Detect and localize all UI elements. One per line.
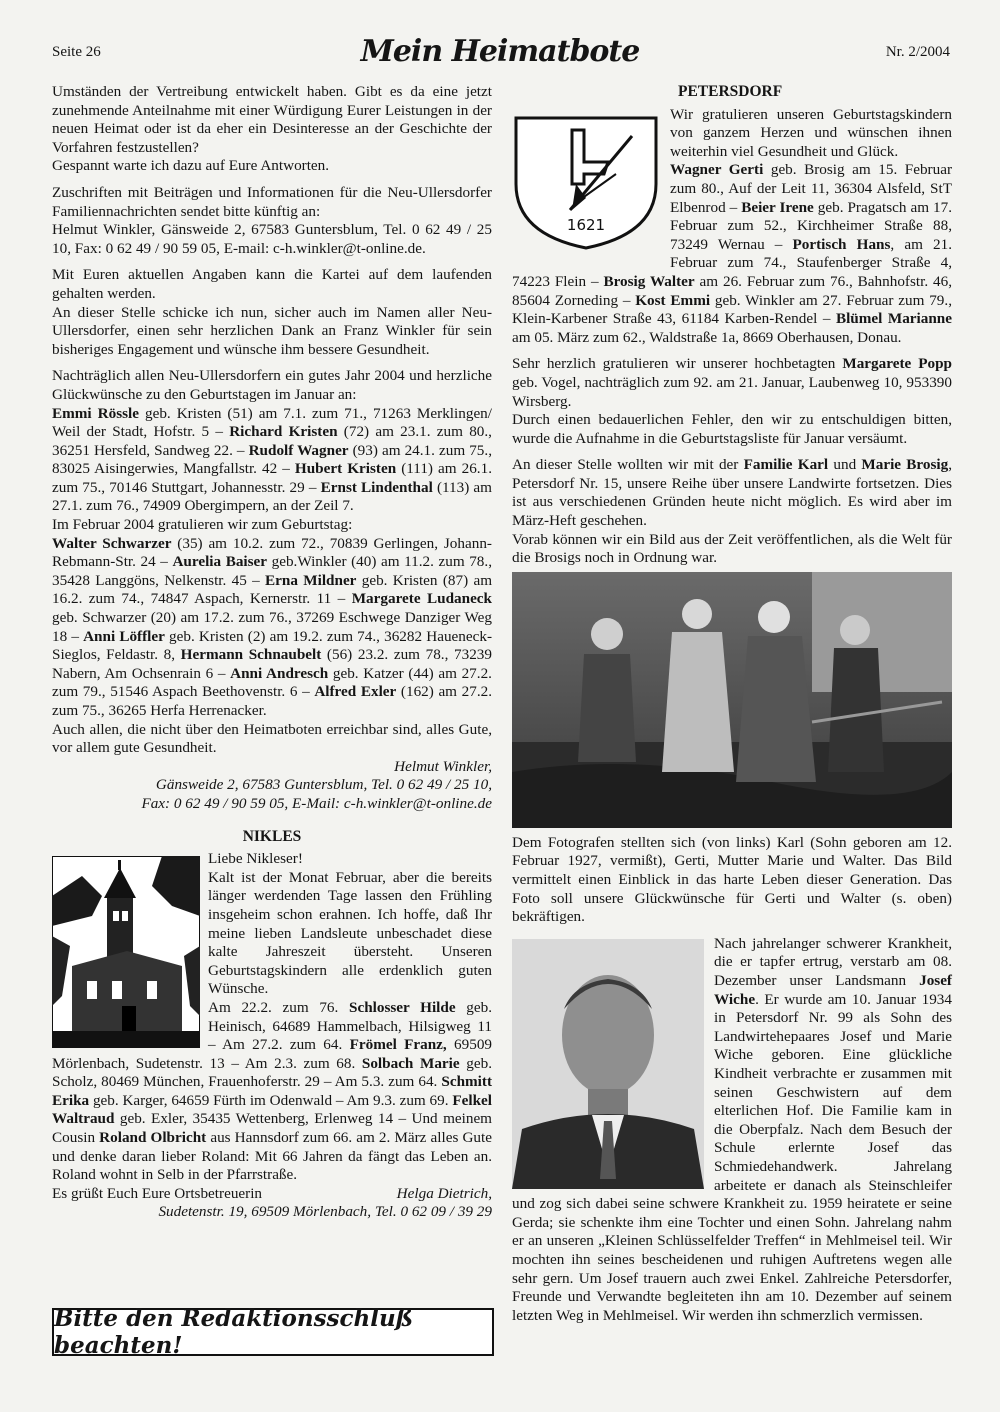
signature-address: Sudetenstr. 19, 69509 Mörlenbach, Tel. 0 62 09 / 39 29	[158, 1203, 492, 1221]
birthday-name: Wagner Gerti	[670, 161, 764, 179]
nikles-greeting: Liebe Nikleser!	[208, 850, 303, 868]
birthday-name: Blümel Marianne	[835, 310, 952, 328]
birthday-name: Richard Kristen	[229, 423, 338, 441]
intro-paragraph: Gespannt warte ich dazu auf Eure Antworten.	[52, 157, 330, 175]
birthday-name: Portisch Hans	[792, 235, 891, 253]
signature-name: Helmut Winkler,	[394, 757, 492, 775]
petersdorf-birthday-list: Wagner Gerti geb. Brosig am 15. Februar zum 80., Auf der Leit 11, 36304 Alsfeld, StT Elbenrod – Beier Irene geb. Pragatsch am 17. Februar zum 52., Kirchheimer Straße 88, 73249 Wernau – Portisch Hans, am 21. Februar zum 74., Staufenberger Straße 4, 74223 Flein – Brosig Walter am 26. Februar zum 76., Bahnhofstr. 46, 85604 Zorneding – Kost Emmi geb. Winkler am 27. Februar zum 79., Klein-Karbener Straße 43, 61184 Karben-Rendel – Blümel Marianne am 05. März zum 62., Waldstraße 1a, 8669 Oberhausen, Donau.	[512, 161, 953, 346]
contact-paragraph: Zuschriften mit Beiträgen und Informationen für die Neu-Ullersdorfer Familiennachrichten sendet bitte künftig an:	[52, 183, 492, 220]
birthday-name: Ernst Lindenthal	[320, 478, 433, 496]
masthead-title: Mein Heimatbote	[360, 34, 640, 69]
birthday-name: Frömel Franz,	[349, 1036, 447, 1054]
signature-contact: Fax: 0 62 49 / 90 59 05, E-Mail: c-h.winkler@t-online.de	[141, 794, 492, 812]
birthday-name: Anni Andresch	[230, 664, 329, 682]
signature-name: Helga Dietrich,	[396, 1184, 492, 1202]
birthday-name: Walter Schwarzer	[52, 534, 172, 552]
birthday-name: Hermann Schnaubelt	[180, 646, 322, 664]
january-intro: Nachträglich allen Neu-Ullersdorfern ein gutes Jahr 2004 und herzliche Glückwünsche zu den Geburtstagen im Januar an:	[52, 367, 492, 403]
birthday-name: Erna Mildner	[265, 571, 357, 589]
photo-intro: Vorab können wir ein Bild aus der Zeit veröffentlichen, als die Welt für die Brosigs noch in Ordnung war.	[512, 530, 952, 567]
birthday-name: Kost Emmi	[635, 291, 711, 309]
nikles-body: Kalt ist der Monat Februar, aber die bereits länger werdenden Tage lassen den Frühling insgeheim schon erahnen. Ich hoffe, daß Ihr meine lieben Landsleute unbeschadet diese kalte Jahreszeit übersteht. Unseren Geburtstagskindern alle erdenklich guten Wünsche.	[208, 868, 492, 998]
february-birthday-list: Walter Schwarzer (35) am 10.2. zum 72., 70839 Gerlingen, Johann-Rebmann-Str. 24 – Aurelia Baiser geb.Winkler (40) am 11.2. zum 78., 35428 Langgöns, Nelkenstr. 45 – Erna Mildner geb. Kristen (87) am 16.2. zum 74., 74847 Aspach, Kernerstr. 11 – Margarete Ludaneck geb. Schwarzer (20) am 17.2. zum 76., 37269 Eschwege Danziger Weg 18 – Anni Löffler geb. Kristen (2) am 19.2. zum 74., 36282 Haueneck-Sieglos, Feldastr. 8, Hermann Schnaubelt (56) 23.2. zum 78., 73239 Nabern, Am Ochsenrain 6 – Anni Andresch geb. Katzer (44) am 27.2. zum 79., 51546 Aspach Beethovenstr. 6 – Alfred Exler (162) am 27.2. zum 75., 36265 Herfa Herrenacker.	[52, 534, 493, 719]
birthday-name: Emmi Rössle	[52, 404, 139, 422]
josef-wiche-portrait	[512, 939, 704, 1189]
thanks-paragraph: An dieser Stelle schicke ich nun, sicher auch im Namen aller Neu-Ullersdorfer, einen sehr herzlichen Dank an Franz Winkler für sein bisheriges Engagement und wünsche ihm bessere Gesundheit.	[52, 303, 492, 358]
birthday-name: Hubert Kristen	[294, 460, 397, 478]
photo-caption: Dem Fotografen stellten sich (von links) Karl (Sohn geboren am 12. Februar 1927, vermißt), Gerti, Mutter Marie und Walter. Das Bild vermittelt einen Einblick in das harte Leben dieser Generation. Das Foto soll unsere Glückwünsche für Gerti und Walter (s. oben) bekräftigen.	[512, 833, 952, 926]
church-woodcut-image	[52, 856, 200, 1048]
birthday-name: Felkel Waltraud	[52, 1091, 492, 1128]
family-name: Marie Brosig	[861, 456, 949, 474]
birthday-name: Margarete Popp	[842, 355, 952, 373]
birthday-name: Anni Löffler	[83, 627, 165, 645]
obituary-paragraph: Nach jahrelanger schwerer Krankheit, die er tapfer ertrug, verstarb am 08. Dezember unser Landsmann Josef Wiche. Er wurde am 10. Januar 1934 in Petersdorf Nr. 99 als Sohn des Landwirtehepaares Josef und Marie Wiche geboren. Eine glückliche Kindheit verbrachte er zusammen mit seinen Geschwistern auf dem elterlichen Hof. Die Familie kam in die Oberpfalz. Nach dem Besuch der Schule erlernte Josef das Schmiedehandwerk. Jahrelang arbeitete er danach als Steinschleifer und zog sich dabei seine schwere Krankheit zu. 1959 heiratete er seine Gerda; sie schenkte ihm eine Tochter und einen Sohn. Jahrelang nahm er an unseren „Kleinen Schlüsselfelder Treffen“ in Mehlmeisel teil. Wir mochten ihn seines bescheidenen und ruhigen Auftretens wegen alle sehr gern. Um Josef trauern auch zwei Enkel. Zahlreiche Petersdorfer, Freunde und Verwandte begleiteten ihn am 10. Dezember auf seinem letzten Weg in Mehlmeisel. Wir werden ihn schmerzlich vermissen.	[512, 934, 952, 1324]
february-intro: Im Februar 2004 gratulieren wir zum Geburtstag:	[52, 516, 353, 534]
page-number: Seite 26	[52, 44, 101, 60]
intro-paragraph: Mit Euren aktuellen Angaben kann die Kartei auf dem laufenden gehalten werden.	[52, 266, 492, 302]
birthday-name: Alfred Exler	[314, 683, 397, 701]
deceased-name: Josef Wiche	[714, 972, 952, 1008]
emblem-year: 1621	[566, 215, 606, 234]
contact-address: Helmut Winkler, Gänsweide 2, 67583 Guntersblum, Tel. 0 62 49 / 25 10, Fax: 0 62 49 / 90 59 05, E-mail: c-h.winkler@t-online.de.	[52, 221, 492, 257]
birthday-name: Aurelia Baiser	[172, 553, 268, 571]
left-column	[52, 83, 492, 1222]
nikles-birthday-list: Am 22.2. zum 76. Schlosser Hilde geb. Heinisch, 64689 Hammelbach, Hilsigweg 11 – Am 27.2. zum 64. Frömel Franz, 69509 Mörlenbach, Sudetenstr. 13 – Am 2.3. zum 68. Solbach Marie geb. Scholz, 80469 München, Frauenhoferstr. 29 – Am 5.3. zum 64. Schmitt Erika geb. Karger, 64659 Fürth im Odenwald – Am 9.3. zum 69. Felkel Waltraud geb. Exler, 35435 Wettenberg, Erlenweg 14 – Und meinem Cousin Roland Olbricht aus Hannsdorf zum 66. am 2. März alles Gute und denke daran lieber Roland: Mit 66 Jahren da fängt das Leben an. Roland wohnt in Selb in der Pfarrstraße.	[52, 998, 493, 1184]
margarete-paragraph: Sehr herzlich gratulieren wir unserer hochbetagten Margarete Popp geb. Vogel, nachträglich zum 92. am 21. Januar, Laubenweg 10, 953390 Wirsberg.	[512, 355, 952, 410]
right-column	[512, 83, 952, 1325]
birthday-name: Schlosser Hilde	[349, 998, 456, 1016]
nikles-signoff-row	[52, 1185, 492, 1204]
apology-paragraph: Durch einen bedauerlichen Fehler, den wir zu entschuldigen bitten, wurde die Aufnahme in die Geburtstagsliste für Januar versäumt.	[512, 411, 952, 447]
january-birthday-list: Emmi Rössle geb. Kristen (51) am 7.1. zum 71., 71263 Merklingen/ Weil der Stadt, Hofstr. 5 – Richard Kristen (72) am 23.1. zum 80., 36251 Hersfeld, Sandweg 22. – Rudolf Wagner (93) am 24.1. zum 75., 83025 Aisingerwies, Mangfallstr. 42 – Hubert Kristen (111) am 26.1. zum 75., 70146 Stuttgart, Johannesstr. 29 – Ernst Lindenthal (113) am 27.1. zum 76., 74909 Obergimpern, an der Zeil 7.	[52, 404, 492, 515]
issue-number: Nr. 2/2004	[885, 44, 950, 60]
brosig-family-photo	[512, 572, 952, 828]
signature-address: Gänsweide 2, 67583 Guntersblum, Tel. 0 62 49 / 25 10,	[155, 776, 492, 794]
family-paragraph: An dieser Stelle wollten wir mit der Familie Karl und Marie Brosig, Petersdorf Nr. 15, unsere Reihe über unsere Landwirte fortsetzen. Dies ist aus verschiedenen Gründen heute nicht möglich. Es wird aber im März-Heft geschehen.	[512, 456, 953, 530]
birthday-name: Rudolf Wagner	[248, 441, 349, 459]
birthday-name: Solbach Marie	[361, 1054, 460, 1072]
birthday-name: Beier Irene	[741, 198, 814, 216]
section-title-nikles: NIKLES	[242, 827, 302, 845]
deadline-banner: Bitte den Redaktionsschluß beachten!	[52, 1308, 494, 1356]
family-name: Familie Karl	[743, 456, 829, 474]
nikles-signoff: Es grüßt Euch Eure Ortsbetreuerin	[52, 1184, 263, 1202]
birthday-name: Roland Olbricht	[99, 1129, 207, 1147]
closing-paragraph: Auch allen, die nicht über den Heimatboten erreichbar sind, alles Gute, vor allem gute Gesundheit.	[52, 720, 492, 757]
petersdorf-coat-of-arms	[512, 114, 660, 252]
birthday-name: Schmitt Erika	[52, 1073, 492, 1109]
petersdorf-intro: Wir gratulieren unseren Geburtstagskindern von ganzem Herzen und wünschen ihnen weiterhin viel Gesundheit und Glück.	[670, 105, 952, 160]
section-title-petersdorf: PETERSDORF	[678, 83, 783, 100]
birthday-name: Margarete Ludaneck	[351, 590, 492, 608]
intro-paragraph: Umständen der Vertreibung entwickelt haben. Gibt es da eine jetzt zunehmende Anteilnahme mit einer Würdigung Eurer Leistungen in der neuen Heimat oder ist da eher ein Desinteresse an der Geschichte der Vorfahren festzustellen?	[52, 83, 492, 156]
birthday-name: Brosig Walter	[603, 272, 695, 290]
